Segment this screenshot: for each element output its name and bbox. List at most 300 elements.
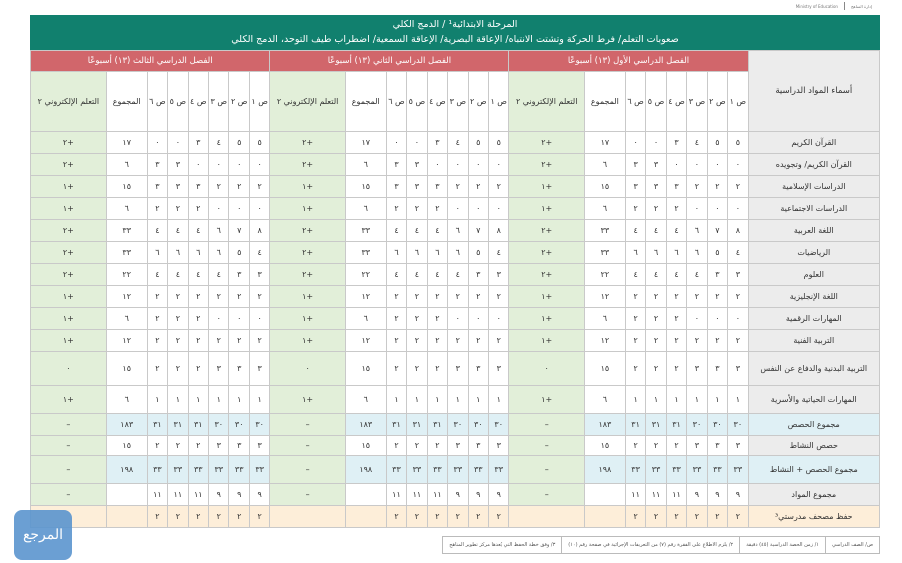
grade-hours-cell: ٢: [249, 330, 269, 352]
elearning-cell: +١: [270, 176, 345, 198]
grade-hours-cell: ٢: [168, 308, 188, 330]
grade-hours-cell: ٣٠: [209, 414, 229, 436]
elearning-cell: +٢: [509, 264, 584, 286]
grade-hours-cell: ٠: [707, 308, 727, 330]
grade-hours-cell: ٢: [625, 286, 645, 308]
total-cell: ١٢: [106, 286, 147, 308]
grade-hours-cell: ٢: [168, 198, 188, 220]
grade-hours-cell: ٤: [427, 220, 447, 242]
grade-hours-cell: ٤: [625, 220, 645, 242]
grade-hours-cell: ٣: [728, 436, 748, 456]
grade-hours-cell: ٣٠: [249, 414, 269, 436]
grade-hours-cell: ٢: [707, 506, 727, 528]
grade-hours-cell: ٤: [188, 220, 208, 242]
grade-hours-cell: ٣: [489, 436, 509, 456]
grade-hours-cell: ٦: [666, 242, 686, 264]
grade-hours-cell: ١١: [666, 484, 686, 506]
grade-hours-cell: ٠: [728, 198, 748, 220]
grade-hours-cell: ٦: [448, 220, 468, 242]
grade-hours-cell: ٣٣: [427, 456, 447, 484]
grade-hours-cell: ١: [666, 386, 686, 414]
grade-hours-cell: ٣: [427, 132, 447, 154]
grade-hours-cell: ٠: [687, 154, 707, 176]
grade-hours-cell: ٠: [646, 132, 666, 154]
total-cell: ١٩٨: [106, 456, 147, 484]
elearning-cell: –: [31, 456, 107, 484]
subject-name: القرآن الكريم/ وتجويده: [748, 154, 879, 176]
grade-hours-cell: ٣: [468, 436, 488, 456]
total-cell: ١٩٨: [345, 456, 386, 484]
grade-hours-cell: ٣١: [625, 414, 645, 436]
grade-hours-cell: ٢: [728, 330, 748, 352]
grade-hours-cell: ٣: [386, 176, 406, 198]
elearning-cell: –: [270, 484, 345, 506]
table-row: [31, 308, 880, 330]
total-cell: ١٨٣: [584, 414, 625, 436]
grade-hours-cell: ٠: [147, 132, 167, 154]
grade-hours-cell: ٣: [229, 352, 249, 386]
total-cell: ١٥: [345, 176, 386, 198]
grade-hours-cell: ٣١: [407, 414, 427, 436]
divider: [844, 2, 845, 10]
elearning-cell: +١: [509, 198, 584, 220]
grade-hours-cell: ٠: [625, 132, 645, 154]
table-row: [31, 484, 880, 506]
grade-hours-cell: ٢: [407, 286, 427, 308]
elearning-cell: +٢: [270, 264, 345, 286]
total-cell: ٣٣: [345, 220, 386, 242]
grade-hours-cell: ٢: [168, 352, 188, 386]
total-cell: [106, 484, 147, 506]
total-cell: ٦: [345, 308, 386, 330]
subject-name: مجموع الحصص: [748, 414, 879, 436]
grade-hours-cell: ٨: [489, 220, 509, 242]
grade-hours-cell: ٤: [386, 220, 406, 242]
grade-hours-cell: ٣: [728, 264, 748, 286]
grade-hours-cell: ٢: [147, 286, 167, 308]
grade-hours-cell: ١: [448, 386, 468, 414]
column-header-g3: ص ٣: [687, 72, 707, 132]
grade-hours-cell: ١: [625, 386, 645, 414]
elearning-cell: +١: [31, 386, 107, 414]
grade-hours-cell: ٩: [707, 484, 727, 506]
grade-hours-cell: ٢: [386, 198, 406, 220]
column-header-total: المجموع: [106, 72, 147, 132]
grade-hours-cell: ٣: [168, 176, 188, 198]
grade-hours-cell: ٣: [646, 154, 666, 176]
total-cell: ١٥: [345, 352, 386, 386]
column-header-g6: ص ٦: [147, 72, 167, 132]
grade-hours-cell: ٣: [468, 264, 488, 286]
elearning-cell: +٢: [270, 132, 345, 154]
elearning-cell: +١: [509, 176, 584, 198]
grade-hours-cell: ١: [168, 386, 188, 414]
total-cell: ٣٣: [106, 220, 147, 242]
grade-hours-cell: ١١: [188, 484, 208, 506]
grade-hours-cell: ٣: [728, 352, 748, 386]
grade-hours-cell: ٦: [188, 242, 208, 264]
grade-hours-cell: ٣: [229, 264, 249, 286]
elearning-cell: +٢: [31, 242, 107, 264]
grade-hours-cell: ٦: [386, 242, 406, 264]
grade-hours-cell: ٠: [427, 154, 447, 176]
grade-hours-cell: ٢: [707, 176, 727, 198]
subject-name: المهارات الحياتية والأسرية: [748, 386, 879, 414]
grade-hours-cell: ٥: [707, 132, 727, 154]
grade-hours-cell: ٣١: [427, 414, 447, 436]
grade-hours-cell: ٢: [728, 176, 748, 198]
grade-hours-cell: ٣١: [646, 414, 666, 436]
total-cell: ١٢: [584, 330, 625, 352]
elearning-cell: +١: [31, 198, 107, 220]
grade-hours-cell: ٣: [707, 352, 727, 386]
grade-hours-cell: ٥: [468, 132, 488, 154]
grade-hours-cell: ٢: [646, 286, 666, 308]
grade-hours-cell: ٢: [646, 308, 666, 330]
grade-hours-cell: ٩: [209, 484, 229, 506]
grade-hours-cell: ٢: [229, 330, 249, 352]
total-cell: ١٥: [584, 352, 625, 386]
grade-hours-cell: ٢: [468, 286, 488, 308]
grade-hours-cell: ٣٣: [448, 456, 468, 484]
title-bar: [30, 15, 880, 50]
grade-hours-cell: ٢: [188, 506, 208, 528]
table-row: [31, 352, 880, 386]
column-header-total: المجموع: [345, 72, 386, 132]
grade-hours-cell: ٢: [407, 506, 427, 528]
grade-hours-cell: ٧: [468, 220, 488, 242]
total-cell: ١٥: [584, 436, 625, 456]
elearning-cell: –: [509, 414, 584, 436]
grade-hours-cell: ٢: [188, 198, 208, 220]
total-cell: ١٢: [345, 330, 386, 352]
grade-hours-cell: ٣٣: [249, 456, 269, 484]
total-cell: ٦: [345, 386, 386, 414]
elearning-cell: +٢: [270, 242, 345, 264]
grade-hours-cell: ٤: [168, 220, 188, 242]
study-plan-table: [30, 50, 880, 528]
column-header-g5: ص ٥: [646, 72, 666, 132]
grade-hours-cell: ٤: [666, 264, 686, 286]
study-plan-document: [30, 15, 880, 528]
total-cell: ١٥: [106, 352, 147, 386]
grade-hours-cell: ٠: [229, 198, 249, 220]
grade-hours-cell: ٣: [489, 264, 509, 286]
column-header-g4: ص ٤: [666, 72, 686, 132]
table-row: [31, 132, 880, 154]
grade-hours-cell: ٠: [209, 308, 229, 330]
grade-hours-cell: ٨: [249, 220, 269, 242]
grade-hours-cell: ٣٠: [687, 414, 707, 436]
grade-hours-cell: ٠: [209, 198, 229, 220]
grade-hours-cell: ٢: [427, 198, 447, 220]
grade-hours-cell: ٣١: [147, 414, 167, 436]
grade-hours-cell: ٢: [468, 506, 488, 528]
grade-hours-cell: ٣: [249, 436, 269, 456]
table-row: [31, 456, 880, 484]
subject-name: اللغة الإنجليزية: [748, 286, 879, 308]
total-cell: ٢٢: [106, 264, 147, 286]
grade-hours-cell: ٣٣: [209, 456, 229, 484]
grade-hours-cell: ٥: [229, 132, 249, 154]
grade-hours-cell: ٢: [468, 330, 488, 352]
total-cell: ٦: [584, 154, 625, 176]
subject-name: القرآن الكريم: [748, 132, 879, 154]
grade-hours-cell: ٢: [147, 352, 167, 386]
subject-name: الرياضيات: [748, 242, 879, 264]
grade-hours-cell: ٢: [625, 506, 645, 528]
column-header-g4: ص ٤: [427, 72, 447, 132]
grade-hours-cell: ٢: [728, 286, 748, 308]
elearning-cell: +١: [270, 386, 345, 414]
title-line-1: المرحلة الابتدائية¹ / الدمج الكلي: [392, 19, 518, 30]
column-header-g5: ص ٥: [407, 72, 427, 132]
grade-hours-cell: ٣: [448, 436, 468, 456]
total-cell: ٦: [106, 308, 147, 330]
grade-hours-cell: ٢: [625, 330, 645, 352]
grade-hours-cell: ٠: [386, 132, 406, 154]
grade-hours-cell: ٠: [448, 308, 468, 330]
grade-hours-cell: ٧: [707, 220, 727, 242]
grade-hours-cell: ٢: [229, 286, 249, 308]
grade-hours-cell: ١: [468, 386, 488, 414]
grade-hours-cell: ١١: [427, 484, 447, 506]
column-header-total: المجموع: [584, 72, 625, 132]
grade-hours-cell: ٣: [646, 176, 666, 198]
grade-hours-cell: ٢: [448, 506, 468, 528]
total-cell: ١٨٣: [345, 414, 386, 436]
grade-hours-cell: ٣٠: [468, 414, 488, 436]
grade-hours-cell: ٤: [666, 220, 686, 242]
grade-hours-cell: ٦: [147, 242, 167, 264]
grade-hours-cell: ٦: [646, 242, 666, 264]
total-cell: ١٥: [106, 436, 147, 456]
grade-hours-cell: ٢: [489, 286, 509, 308]
grade-hours-cell: ٢: [448, 286, 468, 308]
grade-hours-cell: ٢: [147, 506, 167, 528]
grade-hours-cell: ٢: [147, 308, 167, 330]
grade-hours-cell: ٢: [489, 330, 509, 352]
subject-name: التربية الفنية: [748, 330, 879, 352]
grade-hours-cell: ٣: [427, 176, 447, 198]
elearning-cell: +٢: [270, 220, 345, 242]
grade-hours-cell: ٣: [188, 132, 208, 154]
elearning-cell: +١: [270, 286, 345, 308]
grade-hours-cell: ٤: [427, 264, 447, 286]
table-row: [31, 414, 880, 436]
grade-hours-cell: ٣: [209, 436, 229, 456]
grade-hours-cell: ٢: [625, 352, 645, 386]
grade-hours-cell: ٢: [489, 506, 509, 528]
grade-hours-cell: ٣٣: [147, 456, 167, 484]
grade-hours-cell: ٢: [407, 308, 427, 330]
grade-hours-cell: ٢: [209, 506, 229, 528]
total-cell: [106, 506, 147, 528]
grade-hours-cell: ٣١: [188, 414, 208, 436]
total-cell: ١٢: [345, 286, 386, 308]
total-cell: ٣٣: [345, 242, 386, 264]
table-row: [31, 436, 880, 456]
elearning-cell: +١: [509, 286, 584, 308]
grade-hours-cell: ٤: [386, 264, 406, 286]
grade-hours-cell: ٢: [188, 352, 208, 386]
grade-hours-cell: ١: [386, 386, 406, 414]
grade-hours-cell: ٢: [707, 286, 727, 308]
grade-hours-cell: ٣٠: [229, 414, 249, 436]
total-cell: ٦: [584, 308, 625, 330]
grade-hours-cell: ٢: [666, 436, 686, 456]
subject-name: الدراسات الإسلامية: [748, 176, 879, 198]
column-header-g1: ص ١: [728, 72, 748, 132]
elearning-cell: +١: [509, 330, 584, 352]
subject-name: اللغة العربية: [748, 220, 879, 242]
elearning-cell: +٢: [509, 154, 584, 176]
grade-hours-cell: ١: [147, 386, 167, 414]
grade-hours-cell: ٣: [168, 154, 188, 176]
elearning-cell: [509, 506, 584, 528]
total-cell: ١٥: [106, 176, 147, 198]
subject-name: مجموع الحصص + النشاط: [748, 456, 879, 484]
grade-hours-cell: ٢: [666, 308, 686, 330]
grade-hours-cell: ٩: [728, 484, 748, 506]
elearning-cell: ٠: [31, 352, 107, 386]
table-row: [31, 198, 880, 220]
grade-hours-cell: ٢: [407, 352, 427, 386]
grade-hours-cell: ٤: [147, 264, 167, 286]
grade-hours-cell: ٢: [427, 308, 447, 330]
total-cell: ١٧: [106, 132, 147, 154]
total-cell: ٦: [584, 386, 625, 414]
grade-hours-cell: ٣: [687, 352, 707, 386]
grade-hours-cell: ٢: [168, 436, 188, 456]
grade-hours-cell: ٧: [229, 220, 249, 242]
column-header-g1: ص ١: [249, 72, 269, 132]
grade-hours-cell: ٣٣: [188, 456, 208, 484]
grade-hours-cell: ٢: [646, 330, 666, 352]
grade-hours-cell: ٢: [188, 308, 208, 330]
elearning-cell: +٢: [31, 220, 107, 242]
grade-hours-cell: ٣٣: [666, 456, 686, 484]
total-cell: ٦: [345, 154, 386, 176]
grade-hours-cell: ٠: [448, 198, 468, 220]
elearning-cell: +١: [270, 198, 345, 220]
grade-hours-cell: ٦: [687, 220, 707, 242]
elearning-cell: +٢: [31, 154, 107, 176]
grade-hours-cell: ٢: [168, 330, 188, 352]
title-line-2: صعوبات التعلم/ فرط الحركة وتشتت الانتباه/ الإعاقة البصرية/ الإعاقة السمعية/ اضطراب طيف التوحد، الدمج الكلي: [231, 34, 679, 45]
grade-hours-cell: ٢: [687, 176, 707, 198]
subject-name: الدراسات الاجتماعية: [748, 198, 879, 220]
footnotes: [442, 536, 880, 554]
grade-hours-cell: ١١: [168, 484, 188, 506]
grade-hours-cell: ٦: [168, 242, 188, 264]
footnote: ٢/ يلزم الاطلاع على الفقرة رقم (٧) من التعريفات الإجرائية في صفحة رقم (١٠): [561, 537, 739, 553]
grade-hours-cell: ٤: [448, 264, 468, 286]
column-header-elearning: التعلم الإلكتروني ٢: [270, 72, 345, 132]
grade-hours-cell: ١١: [646, 484, 666, 506]
grade-hours-cell: ٢: [407, 436, 427, 456]
grade-hours-cell: ٤: [625, 264, 645, 286]
total-cell: ٦: [106, 198, 147, 220]
column-header-g6: ص ٦: [625, 72, 645, 132]
grade-hours-cell: ٣: [147, 176, 167, 198]
total-cell: [584, 506, 625, 528]
grade-hours-cell: ٢: [687, 506, 707, 528]
grade-hours-cell: ٢: [386, 506, 406, 528]
grade-hours-cell: ٢: [625, 436, 645, 456]
grade-hours-cell: ٣١: [168, 414, 188, 436]
grade-hours-cell: ٢: [666, 330, 686, 352]
grade-hours-cell: ٠: [249, 154, 269, 176]
grade-hours-cell: ٥: [728, 132, 748, 154]
grade-hours-cell: ٣: [687, 436, 707, 456]
grade-hours-cell: ٢: [188, 330, 208, 352]
grade-hours-cell: ١: [707, 386, 727, 414]
grade-hours-cell: ٣٣: [168, 456, 188, 484]
grade-hours-cell: ٠: [249, 198, 269, 220]
table-row: [31, 386, 880, 414]
grade-hours-cell: ٠: [229, 154, 249, 176]
grade-hours-cell: ٩: [448, 484, 468, 506]
grade-hours-cell: ٣: [666, 176, 686, 198]
total-cell: ٦: [345, 198, 386, 220]
elearning-cell: –: [31, 484, 107, 506]
table-row: [31, 154, 880, 176]
grade-hours-cell: ٠: [489, 198, 509, 220]
grade-hours-cell: ٢: [209, 176, 229, 198]
total-cell: ٦: [106, 154, 147, 176]
grade-hours-cell: ٢: [386, 352, 406, 386]
elearning-cell: –: [31, 414, 107, 436]
grade-hours-cell: ٣: [229, 436, 249, 456]
table-row: [31, 286, 880, 308]
total-cell: ٢٢: [345, 264, 386, 286]
subject-name: المهارات الرقمية: [748, 308, 879, 330]
elearning-cell: –: [270, 414, 345, 436]
grade-hours-cell: ٢: [147, 330, 167, 352]
elearning-cell: +١: [509, 386, 584, 414]
grade-hours-cell: ٣: [468, 352, 488, 386]
grade-hours-cell: ٣: [386, 154, 406, 176]
grade-hours-cell: ٠: [687, 198, 707, 220]
grade-hours-cell: ٤: [249, 242, 269, 264]
total-cell: ٢٢: [584, 264, 625, 286]
elearning-cell: +١: [509, 308, 584, 330]
grade-hours-cell: ٣: [188, 176, 208, 198]
grade-hours-cell: ٢: [666, 352, 686, 386]
grade-hours-cell: ٢: [407, 198, 427, 220]
grade-hours-cell: ٥: [229, 242, 249, 264]
grade-hours-cell: ٢: [687, 286, 707, 308]
grade-hours-cell: ٢: [386, 286, 406, 308]
total-cell: [345, 506, 386, 528]
grade-hours-cell: ٢: [209, 330, 229, 352]
grade-hours-cell: ٤: [728, 242, 748, 264]
elearning-cell: +٢: [509, 132, 584, 154]
column-header-g3: ص ٣: [448, 72, 468, 132]
footnote: ١/ زمن الحصة الدراسية (٤٥) دقيقة: [739, 537, 825, 553]
grade-hours-cell: ٢: [427, 352, 447, 386]
semester-header: الفصل الدراسي الثاني (١٣) أسبوعًا: [270, 51, 509, 72]
grade-hours-cell: ٠: [468, 308, 488, 330]
grade-hours-cell: ٣٣: [707, 456, 727, 484]
grade-hours-cell: ٢: [386, 436, 406, 456]
grade-hours-cell: ٤: [407, 220, 427, 242]
total-cell: ٣٣: [584, 242, 625, 264]
grade-hours-cell: ٣١: [666, 414, 686, 436]
grade-hours-cell: ٢: [707, 330, 727, 352]
subjects-header: أسماء المواد الدراسية: [748, 51, 879, 132]
